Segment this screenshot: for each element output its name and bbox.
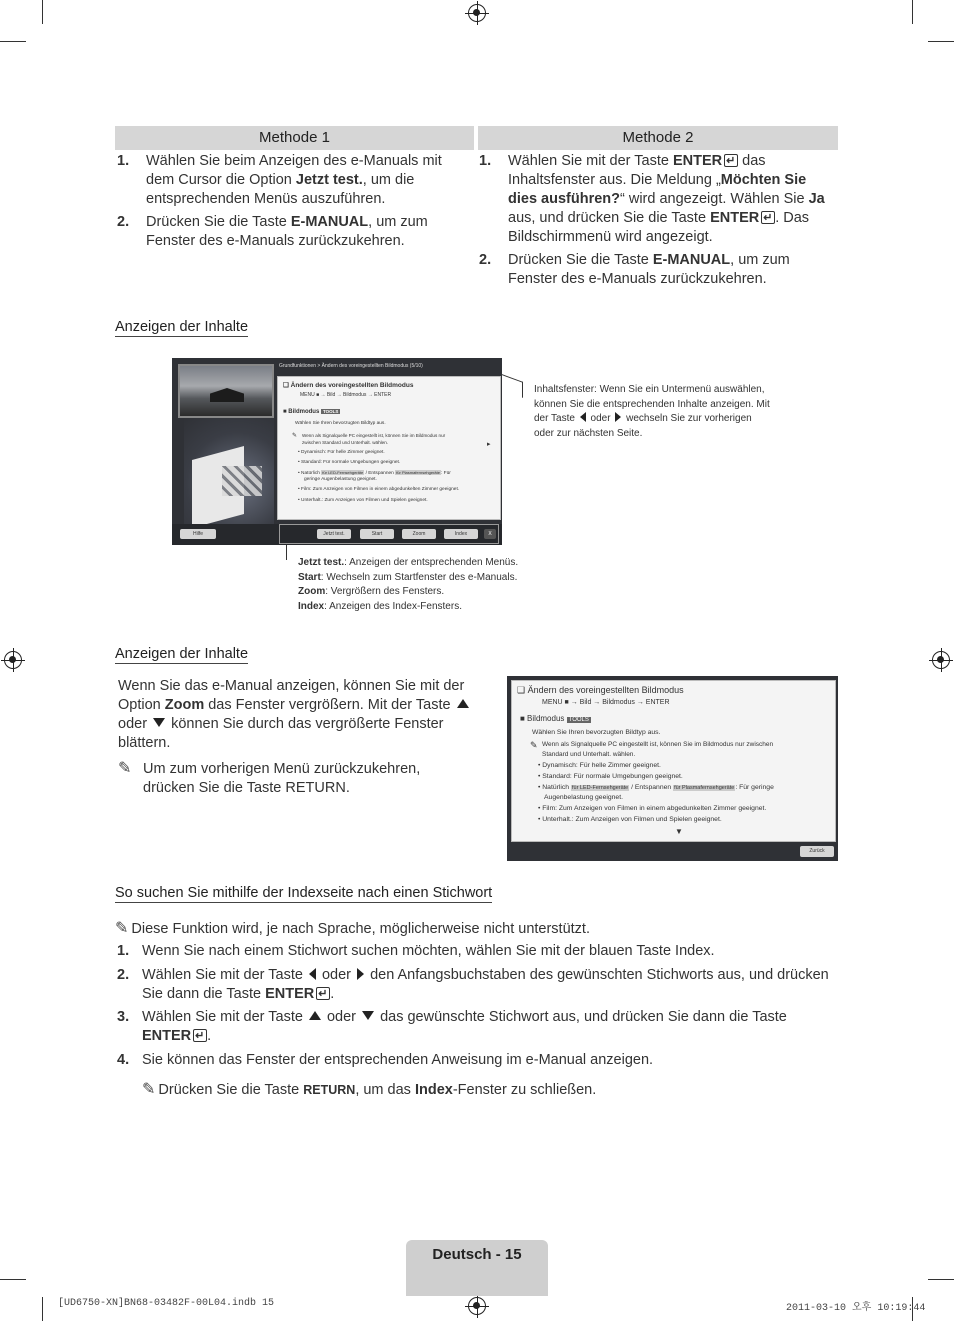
panel-item — [283, 409, 340, 415]
panel-bullet: • Standard: Für normale Umgebungen geeignet. — [538, 773, 683, 780]
step-keyword: Möchten Sie dies ausführen? — [508, 172, 807, 207]
note-icon: ✎ — [530, 740, 538, 750]
step-text: “ wird angezeigt. Wählen Sie — [620, 191, 809, 207]
plasma-tag: für Plasmafernsehgeräte — [396, 470, 440, 475]
step-keyword: ENTER — [265, 986, 315, 1002]
down-arrow-icon — [153, 718, 165, 727]
bullet-text: • Natürlich — [298, 471, 320, 476]
step-keyword: E-MANUAL — [290, 214, 369, 230]
step-text: . — [330, 986, 335, 1002]
step-text: . — [710, 943, 715, 959]
panel-note: Wenn als Signalquelle PC eingestellt ist, können Sie im Bildmodus nur zwischen — [542, 741, 774, 748]
step-keyword: ENTER — [710, 210, 760, 226]
zoom-paragraph — [118, 677, 478, 753]
step-text: oder — [326, 1009, 357, 1025]
tools-badge: TOOLS — [322, 409, 339, 414]
annotation-text: Inhaltsfenster: Wenn Sie ein Untermenü auswählen, können Sie die entsprechenden Inhalte anzeigen. Mit der Taste — [534, 384, 770, 424]
note-text: Drücken Sie die Taste — [158, 1082, 304, 1098]
registration-mark-left-icon — [4, 651, 22, 669]
panel-heading: ❑ Ändern des voreingestellten Bildmodus — [283, 382, 414, 389]
content-window-annotation — [534, 383, 774, 441]
help-button[interactable]: Hilfe — [180, 529, 216, 539]
bullet-text: / Entspannen — [365, 471, 394, 476]
index-step-2 — [117, 966, 837, 1006]
print-slug-left: [UD6750-XN]BN68-03482F-00L04.indb 15 — [58, 1298, 275, 1309]
step-text: Sie können das Fenster der entsprechenden Anweisung im e-Manual anzeigen. — [142, 1052, 654, 1068]
language-note — [115, 919, 835, 939]
index-step-1 — [117, 942, 837, 962]
step-text: Wenn Sie nach einem Stichwort suchen möchten, wählen Sie mit der blauen Taste — [142, 943, 676, 959]
step-number: 2. — [479, 252, 492, 268]
cubes-illustration-icon — [222, 466, 262, 496]
start-button[interactable]: Start — [360, 529, 394, 539]
panel-text: Wählen Sie Ihren bevorzugten Bildtyp aus. — [295, 421, 386, 426]
close-index-note — [142, 1080, 842, 1100]
paragraph-text: Wenn Sie das e-Manual anzeigen, können Sie mit der Option — [118, 678, 465, 713]
breadcrumb: Grundfunktionen > Ändern des voreingestellten Bildmodus (5/10) — [279, 363, 423, 369]
step-number: 3. — [117, 1009, 130, 1025]
step-keyword: Ja — [808, 191, 825, 207]
content-panel[interactable] — [277, 376, 501, 520]
step-text: Wählen Sie mit der Taste — [142, 1009, 303, 1025]
note-pencil-icon: ✎ — [142, 1081, 156, 1098]
panel-bullet — [298, 470, 451, 476]
method-2-step-1 — [479, 152, 829, 250]
right-arrow-icon — [615, 412, 621, 422]
step-number: 4. — [117, 1052, 130, 1068]
method-1-header: Methode 1 — [115, 126, 474, 150]
landscape-photo-icon — [178, 364, 274, 418]
panel-note: Standard und Unterhalt. wählen. — [542, 751, 636, 758]
note-text: Um zum vorherigen Menü zurückzukehren, drücken Sie die Taste — [143, 761, 421, 796]
paragraph-text: oder — [118, 716, 148, 732]
callout-line-right — [502, 374, 523, 398]
annotation-keyword: Index — [298, 600, 325, 612]
step-number: 1. — [117, 153, 130, 169]
annotation-keyword: Start — [298, 571, 321, 583]
menu-path: MENU ■ → Bild → Bildmodus → ENTER — [300, 392, 392, 398]
step-text: . — [207, 1028, 212, 1044]
tools-badge: TOOLS — [568, 717, 589, 723]
panel-bullet: • Standard: Für normale Umgebungen geeignet. — [298, 460, 401, 465]
buttons-annotation — [298, 556, 548, 614]
step-text: das Inhaltsfenster aus. Die Meldung „ — [508, 153, 766, 188]
section-heading-index-search: So suchen Sie mithilfe der Indexseite nach einen Stichwort — [115, 885, 493, 901]
step-text: Wählen Sie mit der Taste — [508, 153, 673, 169]
bullet-text: / Entspannen — [631, 784, 672, 791]
step-keyword: Jetzt test. — [295, 172, 363, 188]
panel-note: zwischen Standard und Unterhalt. wählen. — [302, 440, 389, 445]
note-keyword: RETURN — [303, 1083, 356, 1097]
step-keyword: Index — [675, 943, 711, 959]
method-1-step-1 — [117, 152, 462, 212]
annotation-keyword: Zoom — [298, 586, 326, 597]
step-number: 2. — [117, 214, 130, 230]
led-tag: für LED-Fernsehgeräte — [571, 785, 629, 791]
zoomed-content-panel[interactable] — [511, 680, 836, 842]
panel-item-label: ■ Bildmodus — [520, 714, 565, 723]
zoom-button[interactable]: Zoom — [402, 529, 436, 539]
panel-heading: ❑ Ändern des voreingestellten Bildmodus — [517, 685, 684, 695]
step-text: das gewünschte Stichwort aus, und drücken Sie dann die Taste — [380, 1009, 787, 1025]
note-pencil-icon: ✎ — [115, 920, 129, 937]
note-keyword: Index — [414, 1082, 453, 1098]
step-text: . Das Bildschirmmenü wird angezeigt. — [508, 210, 810, 245]
index-step-4 — [117, 1051, 837, 1071]
down-arrow-icon — [362, 1011, 374, 1020]
paragraph-keyword: Zoom — [164, 697, 205, 713]
page-number: Deutsch - 15 — [432, 1246, 522, 1263]
note-keyword: RETURN — [285, 780, 346, 796]
annotation-text: : Wechseln zum Startfenster des e-Manuals. — [320, 571, 518, 583]
scroll-down-arrow-icon[interactable]: ▼ — [675, 827, 683, 836]
panel-text: Wählen Sie Ihren bevorzugten Bildtyp aus. — [532, 729, 661, 736]
led-tag: für LED-Fernsehgeräte — [322, 470, 364, 475]
method-1-step-2 — [117, 213, 462, 253]
up-arrow-icon — [457, 699, 469, 708]
bullet-text: : Für geringe — [735, 784, 774, 791]
step-number: 1. — [479, 153, 492, 169]
paragraph-text: das Fenster vergrößern. Mit der Taste — [204, 697, 451, 713]
panel-bullet: • Film: Zum Anzeigen von Filmen in einem abgedunkelten Zimmer geeignet. — [298, 487, 460, 492]
step-number: 1. — [117, 943, 130, 959]
annotation-text: oder — [590, 413, 611, 424]
next-page-arrow-icon[interactable]: ▸ — [487, 441, 491, 448]
step-text: oder — [321, 967, 352, 983]
plasma-tag: für Plasmafernsehgeräte — [674, 785, 735, 791]
panel-bullet — [538, 784, 774, 791]
panel-bullet: • Unterhalt.: Zum Anzeigen von Filmen und Spielen geeignet. — [538, 816, 722, 823]
section-heading-contents-2: Anzeigen der Inhalte — [115, 646, 249, 662]
index-button[interactable]: Index — [444, 529, 478, 539]
print-slug-right: 2011-03-10 오후 10:19:44 — [786, 1303, 926, 1314]
registration-mark-right-icon — [932, 651, 950, 669]
panel-item — [520, 714, 591, 723]
annotation-text: : Vergrößern des Fensters. — [325, 586, 445, 597]
tv-screen-emanual — [172, 358, 502, 545]
enter-key-icon — [193, 1029, 207, 1042]
paragraph-text: können Sie durch das vergrößerte Fenster blättern. — [118, 716, 444, 751]
section-heading-contents-1: Anzeigen der Inhalte — [115, 319, 249, 335]
panel-bullet: • Unterhalt.: Zum Anzeigen von Filmen und Spielen geeignet. — [298, 498, 428, 503]
note-pencil-icon: ✎ — [118, 760, 132, 777]
registration-mark-bottom-icon — [468, 1297, 486, 1315]
bullet-text: • Natürlich — [538, 784, 570, 791]
annotation-text: : Anzeigen des Index-Fensters. — [324, 600, 462, 612]
right-arrow-icon — [357, 968, 364, 980]
step-number: 2. — [117, 967, 130, 983]
note-text: , um das — [355, 1082, 415, 1098]
note-text: . — [345, 780, 350, 796]
step-keyword: ENTER — [142, 1028, 192, 1044]
step-text: aus, und drücken Sie die Taste — [508, 210, 711, 226]
enter-key-icon — [724, 154, 738, 167]
note-icon: ✎ — [292, 433, 298, 439]
up-arrow-icon — [309, 1011, 321, 1020]
bullet-text: : Für — [441, 471, 451, 476]
note-text: -Fenster zu schließen. — [452, 1082, 597, 1098]
annotation-keyword: Jetzt test. — [298, 557, 345, 568]
panel-bullet: • Film: Zum Anzeigen von Filmen in einem abgedunkelten Zimmer geeignet. — [538, 805, 767, 812]
method-2-header: Methode 2 — [478, 126, 838, 150]
back-button[interactable]: Zurück — [800, 846, 834, 857]
close-button[interactable]: X — [484, 529, 496, 539]
step-text: Wählen Sie mit der Taste — [142, 967, 303, 983]
left-arrow-icon — [309, 968, 316, 980]
enter-key-icon — [761, 211, 775, 224]
panel-bullet: • Dynamisch: Für helle Zimmer geeignet. — [298, 450, 385, 455]
step-text: Drücken Sie die Taste — [146, 214, 291, 230]
step-text: , um zum Fenster des e-Manuals zurückzukehren. — [146, 214, 428, 249]
annotation-text: : Anzeigen der entsprechenden Menüs. — [344, 557, 519, 568]
step-text: , um die entsprechenden Menüs auszuführen. — [146, 172, 415, 207]
step-keyword: E-MANUAL — [652, 252, 731, 268]
step-text: den Anfangsbuchstaben des gewünschten Stichworts aus, und drücken Sie dann die Taste — [142, 967, 829, 1002]
registration-mark-top-icon — [468, 4, 486, 22]
enter-key-icon — [316, 987, 330, 1000]
step-text: Wählen Sie beim Anzeigen des e-Manuals mit dem Cursor die Option — [146, 153, 442, 188]
panel-bullet-cont: geringe Augenbelastung geeignet. — [304, 477, 377, 482]
step-text: Drücken Sie die Taste — [508, 252, 653, 268]
menu-path: MENU ■ → Bild → Bildmodus → ENTER — [542, 699, 670, 706]
index-step-3 — [117, 1008, 837, 1048]
panel-item-label: ■ Bildmodus — [283, 409, 320, 415]
method-2-step-2 — [479, 251, 829, 291]
try-now-button[interactable]: Jetzt test. — [317, 529, 351, 539]
annotation-text: wechseln Sie zur vorherigen oder zur nächsten Seite. — [534, 413, 752, 439]
panel-note: Wenn als Signalquelle PC eingestellt ist, können Sie im Bildmodus nur — [302, 433, 446, 438]
panel-bullet: • Dynamisch: Für helle Zimmer geeignet. — [538, 762, 661, 769]
panel-bullet-cont: Augenbelastung geeignet. — [544, 794, 623, 801]
step-text: , um zum Fenster des e-Manuals zurückzukehren. — [508, 252, 790, 287]
left-arrow-icon — [580, 412, 586, 422]
step-keyword: ENTER — [672, 153, 723, 169]
callout-line-below — [286, 545, 287, 560]
tv-screen-zoomed — [507, 676, 838, 861]
note-text: Diese Funktion wird, je nach Sprache, möglicherweise nicht unterstützt. — [131, 921, 590, 937]
